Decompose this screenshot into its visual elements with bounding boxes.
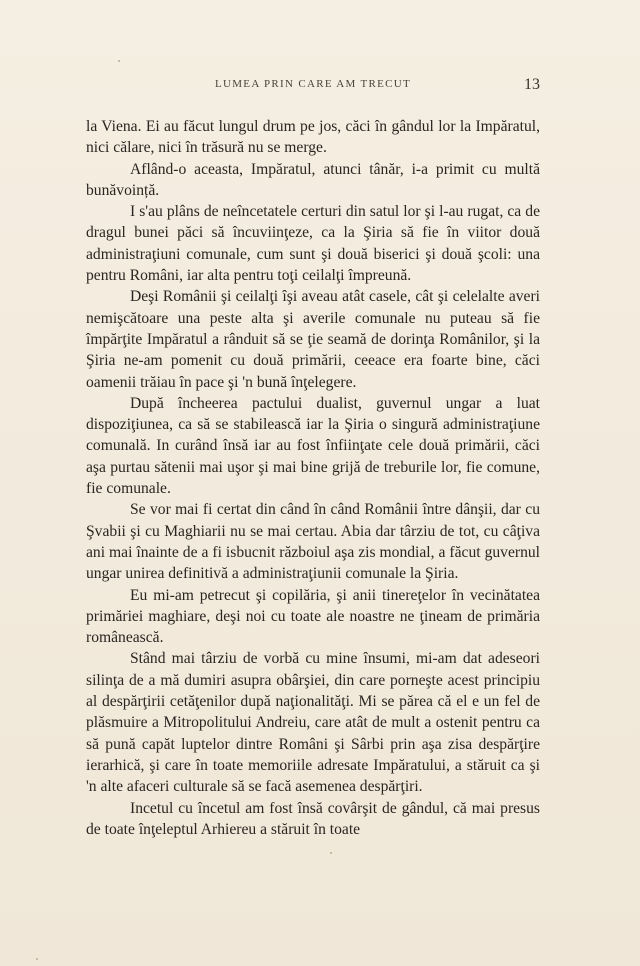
paragraph: După încheerea pactului dualist, guvernul ungar a luat dispoziţiunea, ca să se stabilească iar la Şiria o singură administraţiune comunală. In curând însă iar au fost înfiinţate cele două primării, căci aşa purtau sătenii mai uşor şi mai bine grijă de treburile lor, fie comune, fie comunale. — [86, 394, 540, 498]
paragraph: Stând mai târziu de vorbă cu mine însumi, mi-am dat adeseori silinţa de a mă dumiri asupra obârşiei, din care porneşte acest principiu al despărţirii cetăţenilor după naţionalităţi. Mi se părea că el e un fel de plăsmuire a Mitropolitului Andreiu, care atât de mult a ostenit pentru ca să pună capăt luptelor dintre Români şi Sârbi prin aşa zisa despărţire ierarhică, şi care în toate memoriile adresate Impăratului, a stăruit ca şi 'n alte afaceri culturale să se facă asemenea despărţiri. — [86, 650, 540, 796]
page-number: 13 — [524, 76, 540, 93]
paragraph: I s'au plâns de neîncetatele certuri din satul lor şi l-au rugat, ca de dragul bunei păci să încuviinţeze, ca la Şiria să fie în viitor două administraţiuni comunale, cum sunt şi două biserici şi două şcoli: una pentru Români, iar alta pentru toţi ceilalţi împreună. — [86, 203, 540, 285]
body-text — [86, 116, 540, 840]
paragraph: Se vor mai fi certat din când în când Românii între dânşii, dar cu Şvabii şi cu Maghiarii nu se mai certau. Abia dar târziu de tot, cu câţiva ani mai înainte de a fi isbucnit războiul aşa zis mondial, a făcut guvernul ungar unirea definitivă a administraţiunii comunale la Şiria. — [86, 501, 540, 583]
paragraph: Eu mi-am petrecut şi copilăria, şi anii tinereţelor în vecinătatea primăriei maghiare, deşi noi cu toate ale noastre ne ţineam de primăria românească. — [86, 586, 540, 647]
paragraph: Incetul cu încetul am fost însă covârşit de gândul, că mai presus de toate înţeleptul Arhiereu a stăruit în toate — [86, 799, 540, 838]
paper-speck — [36, 958, 38, 960]
paragraph: Deşi Românii şi ceilalţi îşi aveau atât casele, cât şi celelalte averi nemişcătoare una peste alta şi averile comunale nu puteau să fie împărţite Impăratul a rânduit să se ţie seamă de dorinţa Românilor, şi la Şiria ne-am pomenit cu două primării, ceeace era foarte bine, căci oamenii trăiau în pace şi 'n bună înţelegere. — [86, 288, 540, 391]
paper-speck — [118, 60, 120, 62]
running-header — [86, 76, 540, 98]
paragraph: Aflând-o aceasta, Impăratul, atunci tânăr, i-a primit cu multă bunăvoință. — [86, 160, 540, 199]
paragraph: la Viena. Ei au făcut lungul drum pe jos, căci în gândul lor la Impăratul, nici călare, nici în trăsură nu se merge. — [86, 118, 540, 157]
running-title: LUMEA PRIN CARE AM TRECUT — [214, 78, 412, 90]
paper-speck — [330, 852, 332, 854]
